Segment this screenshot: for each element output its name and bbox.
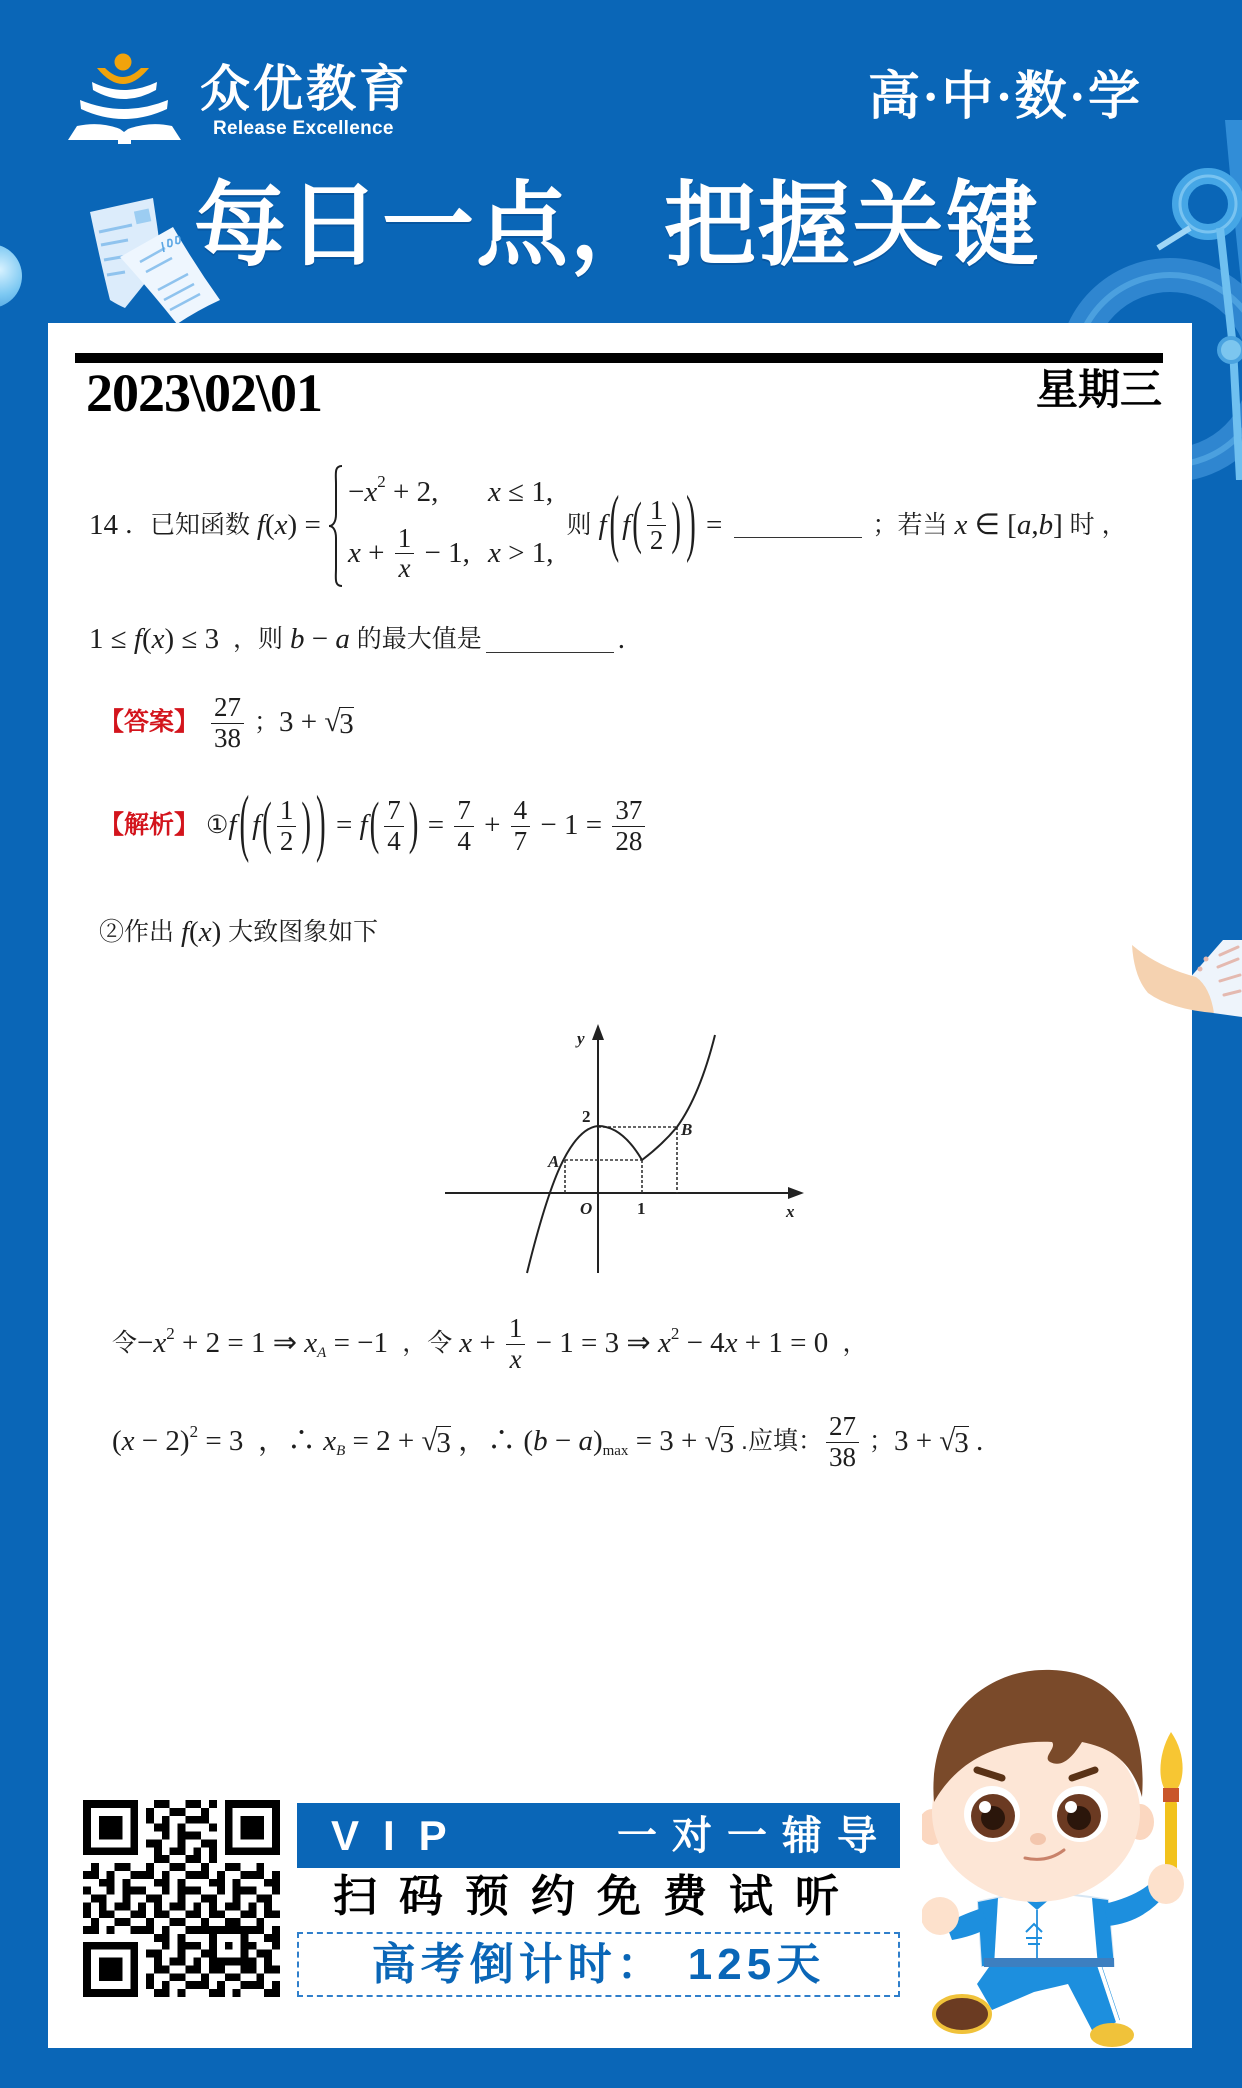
- big-paren-open: (: [239, 781, 250, 866]
- question-lead: ．已知函数: [118, 510, 257, 539]
- equation-2: − 1 = 3 ⇒: [528, 1327, 658, 1360]
- y-axis-label: y: [577, 1029, 585, 1048]
- solution-line-2: [112, 1406, 983, 1478]
- period: .: [617, 623, 626, 656]
- equation-1: = 3: [198, 1425, 251, 1458]
- paren-close: ): [671, 491, 682, 556]
- square-root: [705, 1426, 734, 1458]
- denominator: 2: [649, 525, 664, 555]
- function-name: f: [180, 916, 190, 949]
- variable-x: x: [657, 1327, 671, 1360]
- condition-text: > 1,: [500, 536, 554, 569]
- scan-cta: 扫码预约免费试听: [333, 1872, 861, 1921]
- analysis-label: 【解析】: [99, 811, 200, 840]
- variable-x: x: [488, 536, 501, 569]
- variable-b: b: [1038, 508, 1054, 541]
- exam-countdown: [297, 1932, 900, 1997]
- minus-sign: −: [137, 1327, 154, 1360]
- numerator: 1: [395, 524, 415, 554]
- function-name: f: [133, 623, 142, 656]
- numerator: 1: [647, 496, 667, 526]
- function-name: f: [252, 809, 261, 842]
- equation-1: + 2 = 1 ⇒: [174, 1327, 305, 1360]
- plus-sign: +: [472, 1327, 503, 1360]
- brand-name: 众优教育: [200, 61, 412, 117]
- subscript-max: max: [602, 1442, 629, 1459]
- page-title: 每日一点，把握关键: [194, 175, 1041, 277]
- solution-line-1: [112, 1310, 867, 1378]
- variable-x: x: [459, 1327, 473, 1360]
- question-line-1: [89, 463, 1127, 588]
- weekday-label: 星期三: [1035, 368, 1162, 414]
- variable-x: x: [348, 536, 361, 569]
- radical-sign: √: [704, 1425, 721, 1457]
- equals-sign: =: [698, 508, 730, 541]
- paren-close: ): [301, 792, 312, 857]
- plus-sign: +: [476, 809, 508, 842]
- fraction-half: [647, 496, 667, 555]
- function-name: f: [256, 508, 265, 541]
- fraction: [395, 524, 415, 583]
- denominator: x: [398, 553, 411, 583]
- second-answer: 3 +: [893, 1425, 940, 1458]
- fraction-arg: [384, 796, 404, 855]
- dashed-guides: [565, 1127, 677, 1193]
- inequality-right: ≤ 3: [174, 623, 220, 656]
- fraction-term-1: [454, 796, 474, 855]
- point-a-label: A: [548, 1152, 560, 1171]
- radicand: 3: [954, 1427, 969, 1459]
- numerator: 7: [384, 796, 404, 826]
- question-ask: 的最大值是: [349, 625, 482, 654]
- piecewise-cases: [348, 465, 553, 587]
- brand-logo-icon: [68, 50, 182, 144]
- variable-b: b: [289, 623, 305, 656]
- minus-sign: −: [304, 623, 336, 656]
- x-axis-arrow-icon: [788, 1187, 804, 1199]
- radicand: 3: [719, 1427, 735, 1459]
- function-graph: [440, 1010, 820, 1285]
- condition-text: ≤ 1,: [500, 475, 554, 508]
- radical-sign: √: [421, 1425, 438, 1457]
- x-axis-label: x: [786, 1202, 795, 1221]
- case-2-expression: [348, 524, 488, 583]
- then-word: 则: [559, 510, 599, 539]
- case-1-rest: + 2,: [385, 475, 439, 508]
- function-name: f: [598, 508, 607, 541]
- question-number: 14: [89, 508, 118, 541]
- quadratic-end: + 1 = 0: [737, 1327, 836, 1360]
- variable-x: x: [304, 1327, 318, 1360]
- countdown-label: 高考倒计时：: [371, 1939, 666, 1989]
- date-label: 2023\02\01: [86, 363, 323, 423]
- numerator: 7: [454, 796, 474, 826]
- subject-label: 高·中·数·学: [868, 69, 1143, 126]
- variable-x: x: [153, 1327, 167, 1360]
- square-root: [421, 1426, 450, 1458]
- brand-tagline: Release Excellence: [213, 118, 394, 139]
- hyperbola-curve: [642, 1035, 715, 1160]
- denominator: 4: [457, 825, 471, 856]
- case-1-condition: [488, 477, 553, 509]
- paren-open: (: [141, 623, 152, 656]
- variable-x: x: [151, 623, 165, 656]
- paren-close: ): [211, 916, 222, 949]
- bracket-close: ]: [1053, 508, 1063, 541]
- numerator: 27: [826, 1412, 859, 1442]
- answer-second-part: 3 +: [278, 706, 325, 739]
- plus-sign: +: [360, 536, 392, 569]
- function-name: f: [359, 809, 368, 842]
- answer-label: 【答案】: [99, 708, 200, 737]
- decorative-bubble: [0, 244, 22, 308]
- paren-open: (: [189, 916, 199, 949]
- numerator: 4: [511, 796, 531, 826]
- big-paren-open: (: [609, 481, 620, 565]
- fraction: [506, 1314, 526, 1373]
- variable-x: x: [274, 508, 288, 541]
- subscript-a: A: [317, 1344, 327, 1361]
- quadratic-term: − 4: [679, 1327, 725, 1360]
- variable-a: a: [578, 1425, 593, 1458]
- denominator: 7: [513, 825, 528, 856]
- paren-close: ): [408, 792, 419, 857]
- let-word: ，令: [395, 1329, 460, 1358]
- vip-service-label: 一对一辅导: [617, 1813, 892, 1858]
- paren-open: (: [264, 508, 275, 541]
- vip-label: VIP: [331, 1811, 471, 1859]
- step-marker: ①: [199, 811, 229, 840]
- exponent: 2: [670, 1323, 680, 1343]
- answer-line: [99, 688, 354, 758]
- variable-x: x: [323, 1425, 337, 1458]
- case-2-condition: [488, 538, 553, 570]
- step-2-lead: ②作出: [99, 918, 181, 947]
- function-name: f: [228, 809, 237, 842]
- variable-x: x: [121, 1425, 135, 1458]
- variable-x: x: [488, 475, 501, 508]
- paren-open: (: [262, 792, 272, 857]
- paren-close: ): [179, 1425, 190, 1458]
- inequality-left: 1 ≤: [89, 623, 134, 656]
- step-2-tail: 大致图象如下: [221, 918, 379, 947]
- point-b-label: B: [681, 1120, 693, 1139]
- variable-x: x: [198, 916, 212, 949]
- left-brace-icon: [328, 464, 344, 588]
- fraction-result: [612, 796, 645, 855]
- value-b: = 2 +: [345, 1425, 422, 1458]
- vip-banner: [297, 1803, 900, 1868]
- radical-sign: √: [939, 1425, 956, 1457]
- question-line-2: [89, 618, 625, 662]
- radical-sign: √: [324, 706, 341, 738]
- numerator: 37: [612, 796, 645, 826]
- when-word: 时 ，: [1062, 510, 1127, 539]
- paren-open: (: [523, 1425, 534, 1458]
- paren-close: ): [287, 508, 298, 541]
- equals-sign: =: [297, 508, 329, 541]
- y-axis-arrow-icon: [592, 1024, 604, 1040]
- countdown-days: 125: [687, 1939, 777, 1989]
- fill-label: .应填：: [734, 1427, 823, 1456]
- variable-b: b: [533, 1425, 548, 1458]
- minus-sign: −: [547, 1425, 579, 1458]
- minus-one-equals: − 1 =: [533, 809, 610, 842]
- minus-sign: −: [348, 475, 365, 508]
- flying-paper-icon: [1128, 935, 1242, 1030]
- variable-a: a: [1016, 508, 1032, 541]
- analysis-step-2: [99, 912, 378, 954]
- exponent: 2: [377, 471, 386, 491]
- origin-label: O: [580, 1199, 593, 1218]
- then-word: ，则: [219, 625, 290, 654]
- equals-sign: =: [420, 809, 452, 842]
- denominator: 2: [279, 825, 294, 856]
- numerator: 1: [277, 796, 297, 826]
- header-rule: [75, 353, 1163, 363]
- exponent: 2: [189, 1421, 199, 1441]
- equals-sign: =: [328, 809, 360, 842]
- denominator: 4: [387, 825, 401, 856]
- numerator: 1: [506, 1314, 526, 1344]
- square-root: [939, 1426, 968, 1458]
- therefore-2: ，∴: [450, 1425, 524, 1458]
- analysis-step-1: [99, 783, 648, 869]
- radicand: 3: [339, 708, 354, 740]
- case-1-expression: [348, 471, 488, 509]
- tick-label-y: 2: [582, 1107, 591, 1126]
- denominator: 38: [214, 722, 242, 753]
- question-connector: ；若当: [865, 510, 955, 539]
- paren-open: (: [112, 1425, 122, 1458]
- mascot-boy-icon: [922, 1662, 1192, 2052]
- fraction: [826, 1412, 859, 1471]
- variable-x: x: [364, 475, 378, 508]
- tick-label-x: 1: [637, 1199, 646, 1218]
- element-of: ∈ [: [967, 508, 1017, 541]
- denominator: x: [509, 1343, 522, 1374]
- value-a: = −1: [326, 1327, 396, 1360]
- fraction-half: [277, 796, 297, 855]
- minus-two: − 2: [134, 1425, 180, 1458]
- radicand: 3: [436, 1427, 451, 1459]
- answer-blank-1: [734, 537, 862, 538]
- separator: ；: [861, 1427, 894, 1456]
- period: .: [968, 1425, 984, 1458]
- answer-fraction: [211, 693, 244, 752]
- comma: ,: [1031, 508, 1039, 541]
- paren-close: ): [164, 623, 175, 656]
- case-2-rest: − 1,: [417, 536, 470, 569]
- denominator: 28: [615, 825, 643, 856]
- numerator: 27: [211, 693, 244, 723]
- function-name: f: [622, 508, 631, 541]
- big-paren-close: ): [316, 781, 326, 866]
- subscript-b: B: [336, 1442, 346, 1459]
- variable-a: a: [335, 623, 350, 656]
- qr-code: [83, 1800, 280, 1997]
- variable-x: x: [954, 508, 968, 541]
- comma: ，: [835, 1329, 868, 1358]
- variable-x: x: [724, 1327, 738, 1360]
- exponent: 2: [166, 1323, 175, 1343]
- paren-open: (: [632, 491, 642, 556]
- paren-close: ): [592, 1425, 603, 1458]
- let-word: 令: [112, 1329, 138, 1358]
- separator: ；: [247, 708, 279, 737]
- therefore-1: ，∴: [250, 1425, 324, 1458]
- big-paren-close: ): [686, 481, 696, 565]
- max-value: = 3 +: [628, 1425, 705, 1458]
- countdown-unit: 天: [776, 1939, 826, 1989]
- fraction-term-2: [511, 796, 531, 855]
- paren-open: (: [369, 792, 380, 857]
- denominator: 38: [828, 1441, 856, 1472]
- answer-blank-2: [486, 652, 614, 653]
- square-root: [324, 707, 353, 739]
